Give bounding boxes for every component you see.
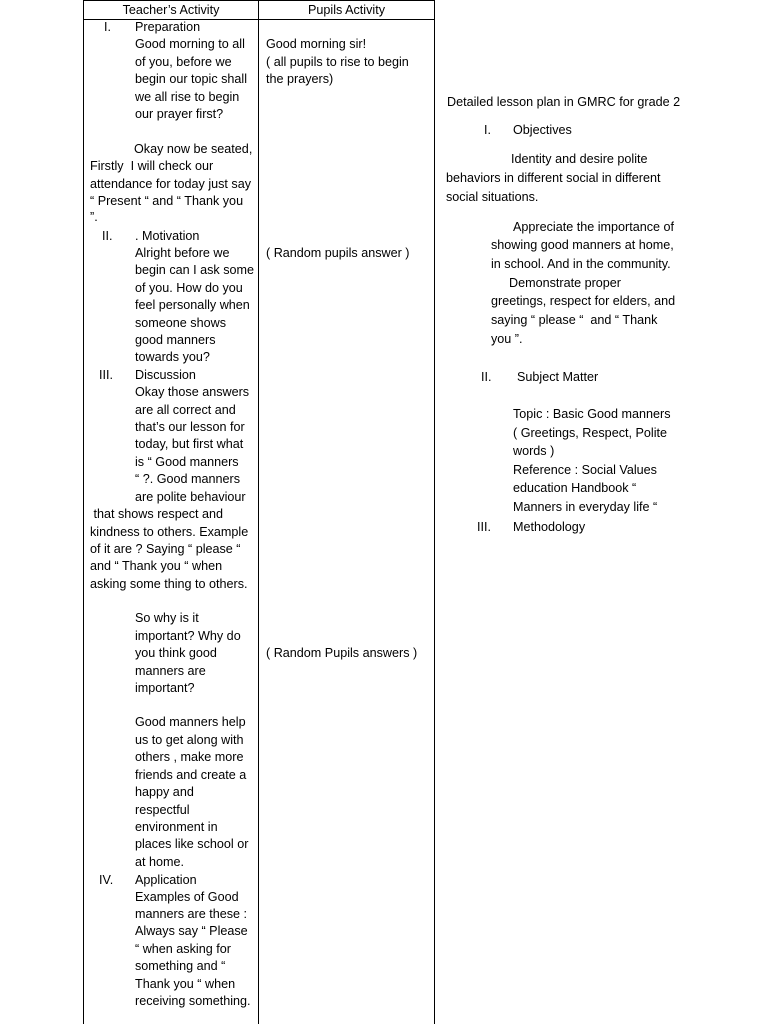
discussion-wide-line: and “ Thank you “ when [90, 559, 223, 573]
application-line: receiving something. [135, 994, 251, 1008]
help-line: places like school or [135, 837, 249, 851]
motivation-line: feel personally when [135, 298, 250, 312]
application-title: Application [135, 873, 197, 887]
preparation-line: begin our topic shall [135, 72, 248, 86]
table-border-left [83, 0, 84, 1024]
pupils-activity-header: Pupils Activity [308, 3, 385, 17]
pupils-random-answer-1: ( Random pupils answer ) [266, 246, 410, 260]
pupils-greeting-line: the prayers) [266, 72, 334, 86]
objective-1-line: Identity and desire polite [511, 152, 648, 166]
motivation-line: towards you? [135, 350, 210, 364]
subject-matter-line: education Handbook “ [513, 481, 637, 495]
objective-1-line: behaviors in different social in different [446, 171, 661, 185]
motivation-line: Alright before we [135, 246, 230, 260]
application-line: manners are these : [135, 907, 248, 921]
attendance-line: “ Present “ and “ Thank you [90, 194, 244, 208]
objective-2-line: in school. And in the community. [491, 257, 671, 271]
subject-matter-line: Topic : Basic Good manners [513, 407, 671, 421]
motivation-title: . Motivation [135, 229, 200, 243]
discussion-line: are all correct and [135, 403, 236, 417]
application-line: “ when asking for [135, 942, 231, 956]
teacher-activity-header: Teacher’s Activity [122, 3, 220, 17]
help-line: happy and [135, 785, 194, 799]
methodology-label: Methodology [513, 520, 586, 534]
why-line: important? [135, 681, 195, 695]
discussion-wide-line: kindness to others. Example [90, 525, 249, 539]
preparation-number: I. [104, 20, 111, 34]
application-line: Always say “ Please [135, 924, 248, 938]
preparation-title: Preparation [135, 20, 201, 34]
application-line: Thank you “ when [135, 977, 236, 991]
table-border-middle [258, 0, 259, 1024]
help-line: others , make more [135, 750, 244, 764]
pupils-greeting: Good morning sir! [266, 37, 367, 51]
attendance-line: attendance for today just say [90, 177, 252, 191]
help-line: respectful [135, 803, 190, 817]
objective-2-line: Appreciate the importance of [513, 220, 675, 234]
preparation-line: we all rise to begin [135, 90, 240, 104]
preparation-line: of you, before we [135, 55, 232, 69]
discussion-wide-line: that shows respect and [90, 507, 224, 521]
objective-3-line: saying “ please “ and “ Thank [491, 313, 658, 327]
objectives-number: I. [484, 123, 491, 137]
objectives-label: Objectives [513, 123, 572, 137]
discussion-wide-line: asking some thing to others. [90, 577, 248, 591]
subject-matter-line: Manners in everyday life “ [513, 500, 658, 514]
discussion-line: that’s our lesson for [135, 420, 245, 434]
motivation-line: begin can I ask some [135, 263, 255, 277]
objective-2-line: showing good manners at home, [491, 238, 674, 252]
why-line: important? Why do [135, 629, 241, 643]
attendance-line: ”. [90, 210, 98, 224]
subject-matter-number: II. [481, 370, 492, 384]
subject-matter-line: ( Greetings, Respect, Polite [513, 426, 667, 440]
preparation-line: our prayer first? [135, 107, 224, 121]
subject-matter-label: Subject Matter [517, 370, 599, 384]
discussion-number: III. [99, 368, 113, 382]
objective-3-line: greetings, respect for elders, and [491, 294, 676, 308]
why-line: you think good [135, 646, 217, 660]
motivation-number: II. [102, 229, 113, 243]
discussion-line: is “ Good manners [135, 455, 239, 469]
motivation-line: someone shows [135, 316, 227, 330]
help-line: at home. [135, 855, 185, 869]
help-line: friends and create a [135, 768, 247, 782]
objective-3-line: you ”. [491, 332, 523, 346]
motivation-line: good manners [135, 333, 216, 347]
seated-line: Okay now be seated, [134, 142, 253, 156]
application-line: Examples of Good [135, 890, 239, 904]
preparation-line: Good morning to all [135, 37, 245, 51]
plan-title: Detailed lesson plan in GMRC for grade 2 [447, 95, 681, 109]
application-line: something and “ [135, 959, 226, 973]
discussion-line: are polite behaviour [135, 490, 246, 504]
pupils-random-answer-2: ( Random Pupils answers ) [266, 646, 418, 660]
help-line: us to get along with [135, 733, 244, 747]
objective-1-line: social situations. [446, 190, 539, 204]
application-number: IV. [99, 873, 114, 887]
discussion-title: Discussion [135, 368, 196, 382]
pupils-greeting-line: ( all pupils to rise to begin [266, 55, 409, 69]
table-border-right [434, 0, 435, 1024]
why-line: manners are [135, 664, 206, 678]
motivation-line: of you. How do you [135, 281, 243, 295]
discussion-line: Okay those answers [135, 385, 250, 399]
attendance-line: Firstly I will check our [90, 159, 214, 173]
discussion-line: “ ?. Good manners [135, 472, 240, 486]
subject-matter-line: Reference : Social Values [513, 463, 657, 477]
discussion-line: today, but first what [135, 437, 244, 451]
why-line: So why is it [135, 611, 199, 625]
help-line: Good manners help [135, 715, 246, 729]
subject-matter-line: words ) [513, 444, 555, 458]
help-line: environment in [135, 820, 218, 834]
methodology-number: III. [477, 520, 491, 534]
discussion-wide-line: of it are ? Saying “ please “ [90, 542, 241, 556]
objective-3-line: Demonstrate proper [509, 276, 621, 290]
